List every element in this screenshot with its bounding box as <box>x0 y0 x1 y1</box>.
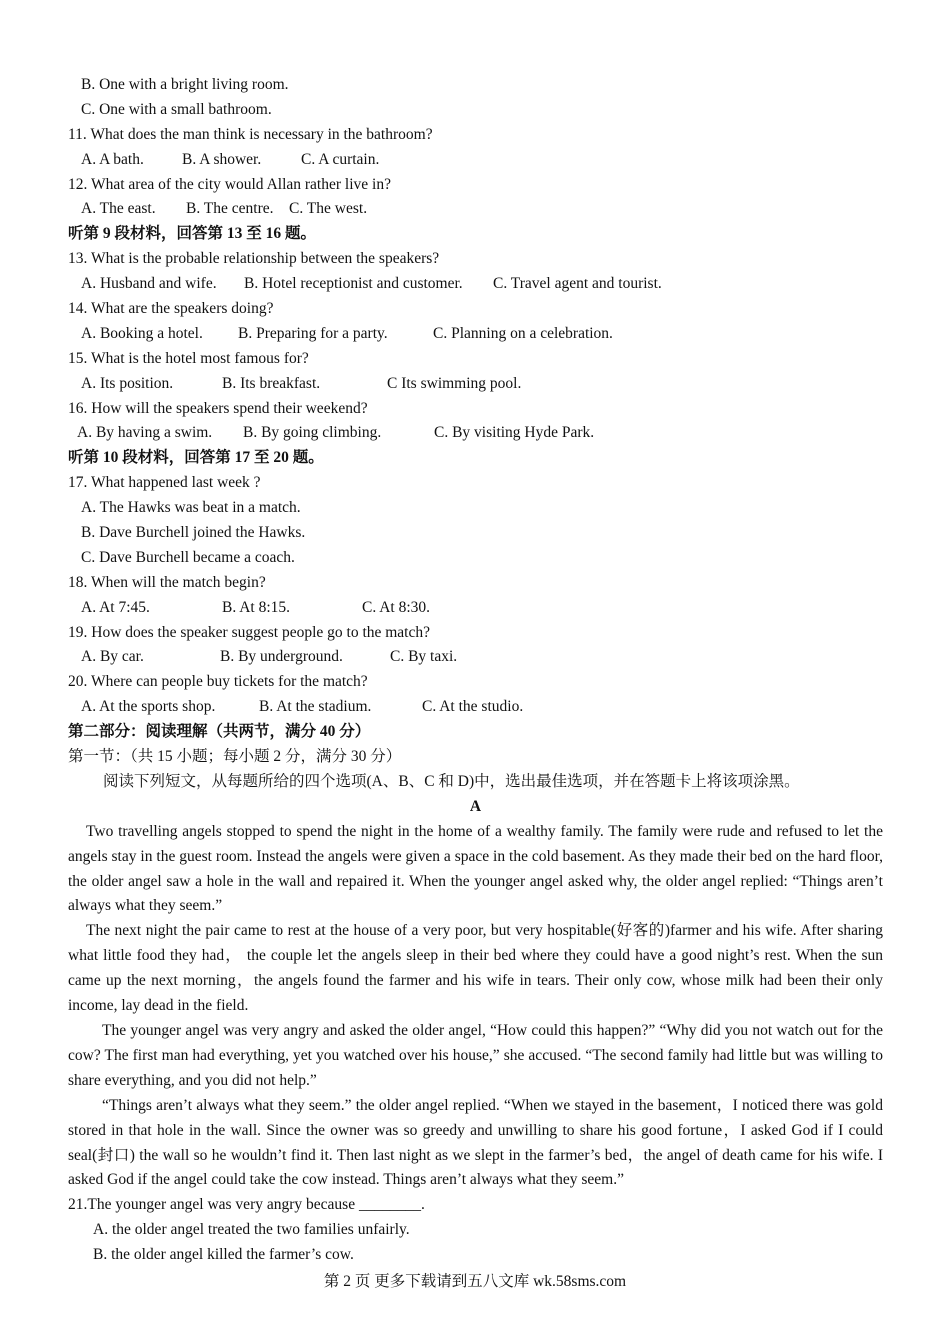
q14-stem: 14. What are the speakers doing? <box>68 300 274 318</box>
q11-option-b: B. A shower. <box>182 150 262 168</box>
q15-options <box>68 372 883 397</box>
page-footer: 第 2 页 更多下载请到五八文库 wk.58sms.com <box>323 1273 627 1290</box>
passage-paragraph: “Things aren’t always what they seem.” the older angel replied. “When we stayed in the basement，I noticed there was gold stored in that hole in the wall. Since the owner was so greedy and unwilling to share his good fortune，I asked God if I could seal(封口) the wall so he wouldn’t find it. Then last night as we slept in the farmer’s bed，the angel of death came for his wife. I asked God if the angel could take the cow instead. Things aren’t always what they seem.” <box>68 1096 883 1189</box>
q21-stem: 21.The younger angel was very angry because ________. <box>68 1196 425 1214</box>
q12-option-a: A. The east. <box>81 200 156 218</box>
q18-option-a: A. At 7:45. <box>81 598 150 616</box>
q14-option-c: C. Planning on a celebration. <box>433 324 613 342</box>
q18-option-c: C. At 8:30. <box>362 598 431 616</box>
q16-option-c: C. By visiting Hyde Park. <box>434 424 595 442</box>
q14-option-a: A. Booking a hotel. <box>81 324 203 342</box>
part-two-heading: 第二部分：阅读理解（共两节，满分 40 分） <box>68 723 371 741</box>
q19-option-c: C. By taxi. <box>390 648 458 666</box>
q19-stem: 19. How does the speaker suggest people go to the match? <box>68 623 431 641</box>
q20-option-a: A. At the sports shop. <box>81 698 216 716</box>
q17-option-c: C. Dave Burchell became a coach. <box>81 548 295 566</box>
section-10-heading: 听第 10 段材料，回答第 17 至 20 题。 <box>68 449 324 467</box>
section-9-heading: 听第 9 段材料，回答第 13 至 16 题。 <box>68 225 317 243</box>
q17-option-a: A. The Hawks was beat in a match. <box>81 499 301 517</box>
q16-stem: 16. How will the speakers spend their weekend? <box>68 399 368 417</box>
q11-options <box>68 148 883 173</box>
reading-instruction: 阅读下列短文，从每题所给的四个选项(A、B、C 和 D)中，选出最佳选项，并在答题卡上将该项涂黑。 <box>103 772 800 790</box>
q15-option-a: A. Its position. <box>81 374 174 392</box>
q21-option-a: A. the older angel treated the two families unfairly. <box>93 1221 410 1239</box>
q16-option-a: A. By having a swim. <box>77 424 213 442</box>
q18-options <box>68 596 883 621</box>
q10-option-c: C. One with a small bathroom. <box>81 100 272 118</box>
q17-option-b: B. Dave Burchell joined the Hawks. <box>81 524 306 542</box>
q17-stem: 17. What happened last week ? <box>68 474 261 492</box>
q11-option-a: A. A bath. <box>81 150 144 168</box>
q16-options <box>68 421 883 446</box>
q13-options <box>68 272 883 297</box>
q11-stem: 11. What does the man think is necessary in the bathroom? <box>68 125 433 143</box>
q20-option-c: C. At the studio. <box>422 698 524 716</box>
q15-option-b: B. Its breakfast. <box>222 374 321 392</box>
q12-option-c: C. The west. <box>289 200 368 218</box>
q14-options <box>68 322 883 347</box>
q12-options <box>68 197 883 222</box>
q19-option-b: B. By underground. <box>220 648 343 666</box>
q12-stem: 12. What area of the city would Allan rather live in? <box>68 175 391 193</box>
section-one-heading: 第一节：（共 15 小题；每小题 2 分，满分 30 分） <box>68 748 402 766</box>
q14-option-b: B. Preparing for a party. <box>238 324 388 342</box>
q13-stem: 13. What is the probable relationship between the speakers? <box>68 250 440 268</box>
q16-option-b: B. By going climbing. <box>243 424 382 442</box>
q20-stem: 20. Where can people buy tickets for the match? <box>68 673 368 691</box>
q12-option-b: B. The centre. <box>186 200 274 218</box>
document-page <box>68 73 883 1268</box>
passage-paragraph: The next night the pair came to rest at the house of a very poor, but very hospitable(好客的)farmer and his wife. After sharing what little food they had， the couple let the angels sleep in their bed where they could have a good night’s rest. When the sun came up the next morning，the angels found the farmer and his wife in tears. Their only cow, whose milk had been their only income, lay dead in the field. <box>68 922 883 1015</box>
q15-option-c: C Its swimming pool. <box>387 374 522 392</box>
q18-stem: 18. When will the match begin? <box>68 573 266 591</box>
passage-paragraph: The younger angel was very angry and asked the older angel, “How could this happen?” “Why did you not watch out for the cow? The first man had everything, yet you watched over his house,” she accused. “The second family had little but was willing to share everything, and you did not help.” <box>68 1021 883 1089</box>
passage-paragraph: Two travelling angels stopped to spend the night in the home of a wealthy family. The family were rude and refused to let the angels stay in the guest room. Instead the angels were given a space in the cold basement. As they made their bed on the hard floor, the older angel saw a hole in the wall and repaired it. When the younger angel asked why, the older angel replied: “Things aren’t always what they seem.” <box>68 822 883 915</box>
q10-option-b: B. One with a bright living room. <box>81 76 289 93</box>
q13-option-c: C. Travel agent and tourist. <box>493 275 662 293</box>
q20-option-b: B. At the stadium. <box>259 698 372 716</box>
q21-option-b: B. the older angel killed the farmer’s cow. <box>93 1246 354 1264</box>
q20-options <box>68 695 883 720</box>
q19-options <box>68 645 883 670</box>
passage-label: A <box>469 797 482 815</box>
q13-option-a: A. Husband and wife. <box>81 275 217 293</box>
q11-option-c: C. A curtain. <box>301 150 380 168</box>
q18-option-b: B. At 8:15. <box>222 598 291 616</box>
q13-option-b: B. Hotel receptionist and customer. <box>244 275 463 293</box>
q15-stem: 15. What is the hotel most famous for? <box>68 349 309 367</box>
q19-option-a: A. By car. <box>81 648 144 666</box>
